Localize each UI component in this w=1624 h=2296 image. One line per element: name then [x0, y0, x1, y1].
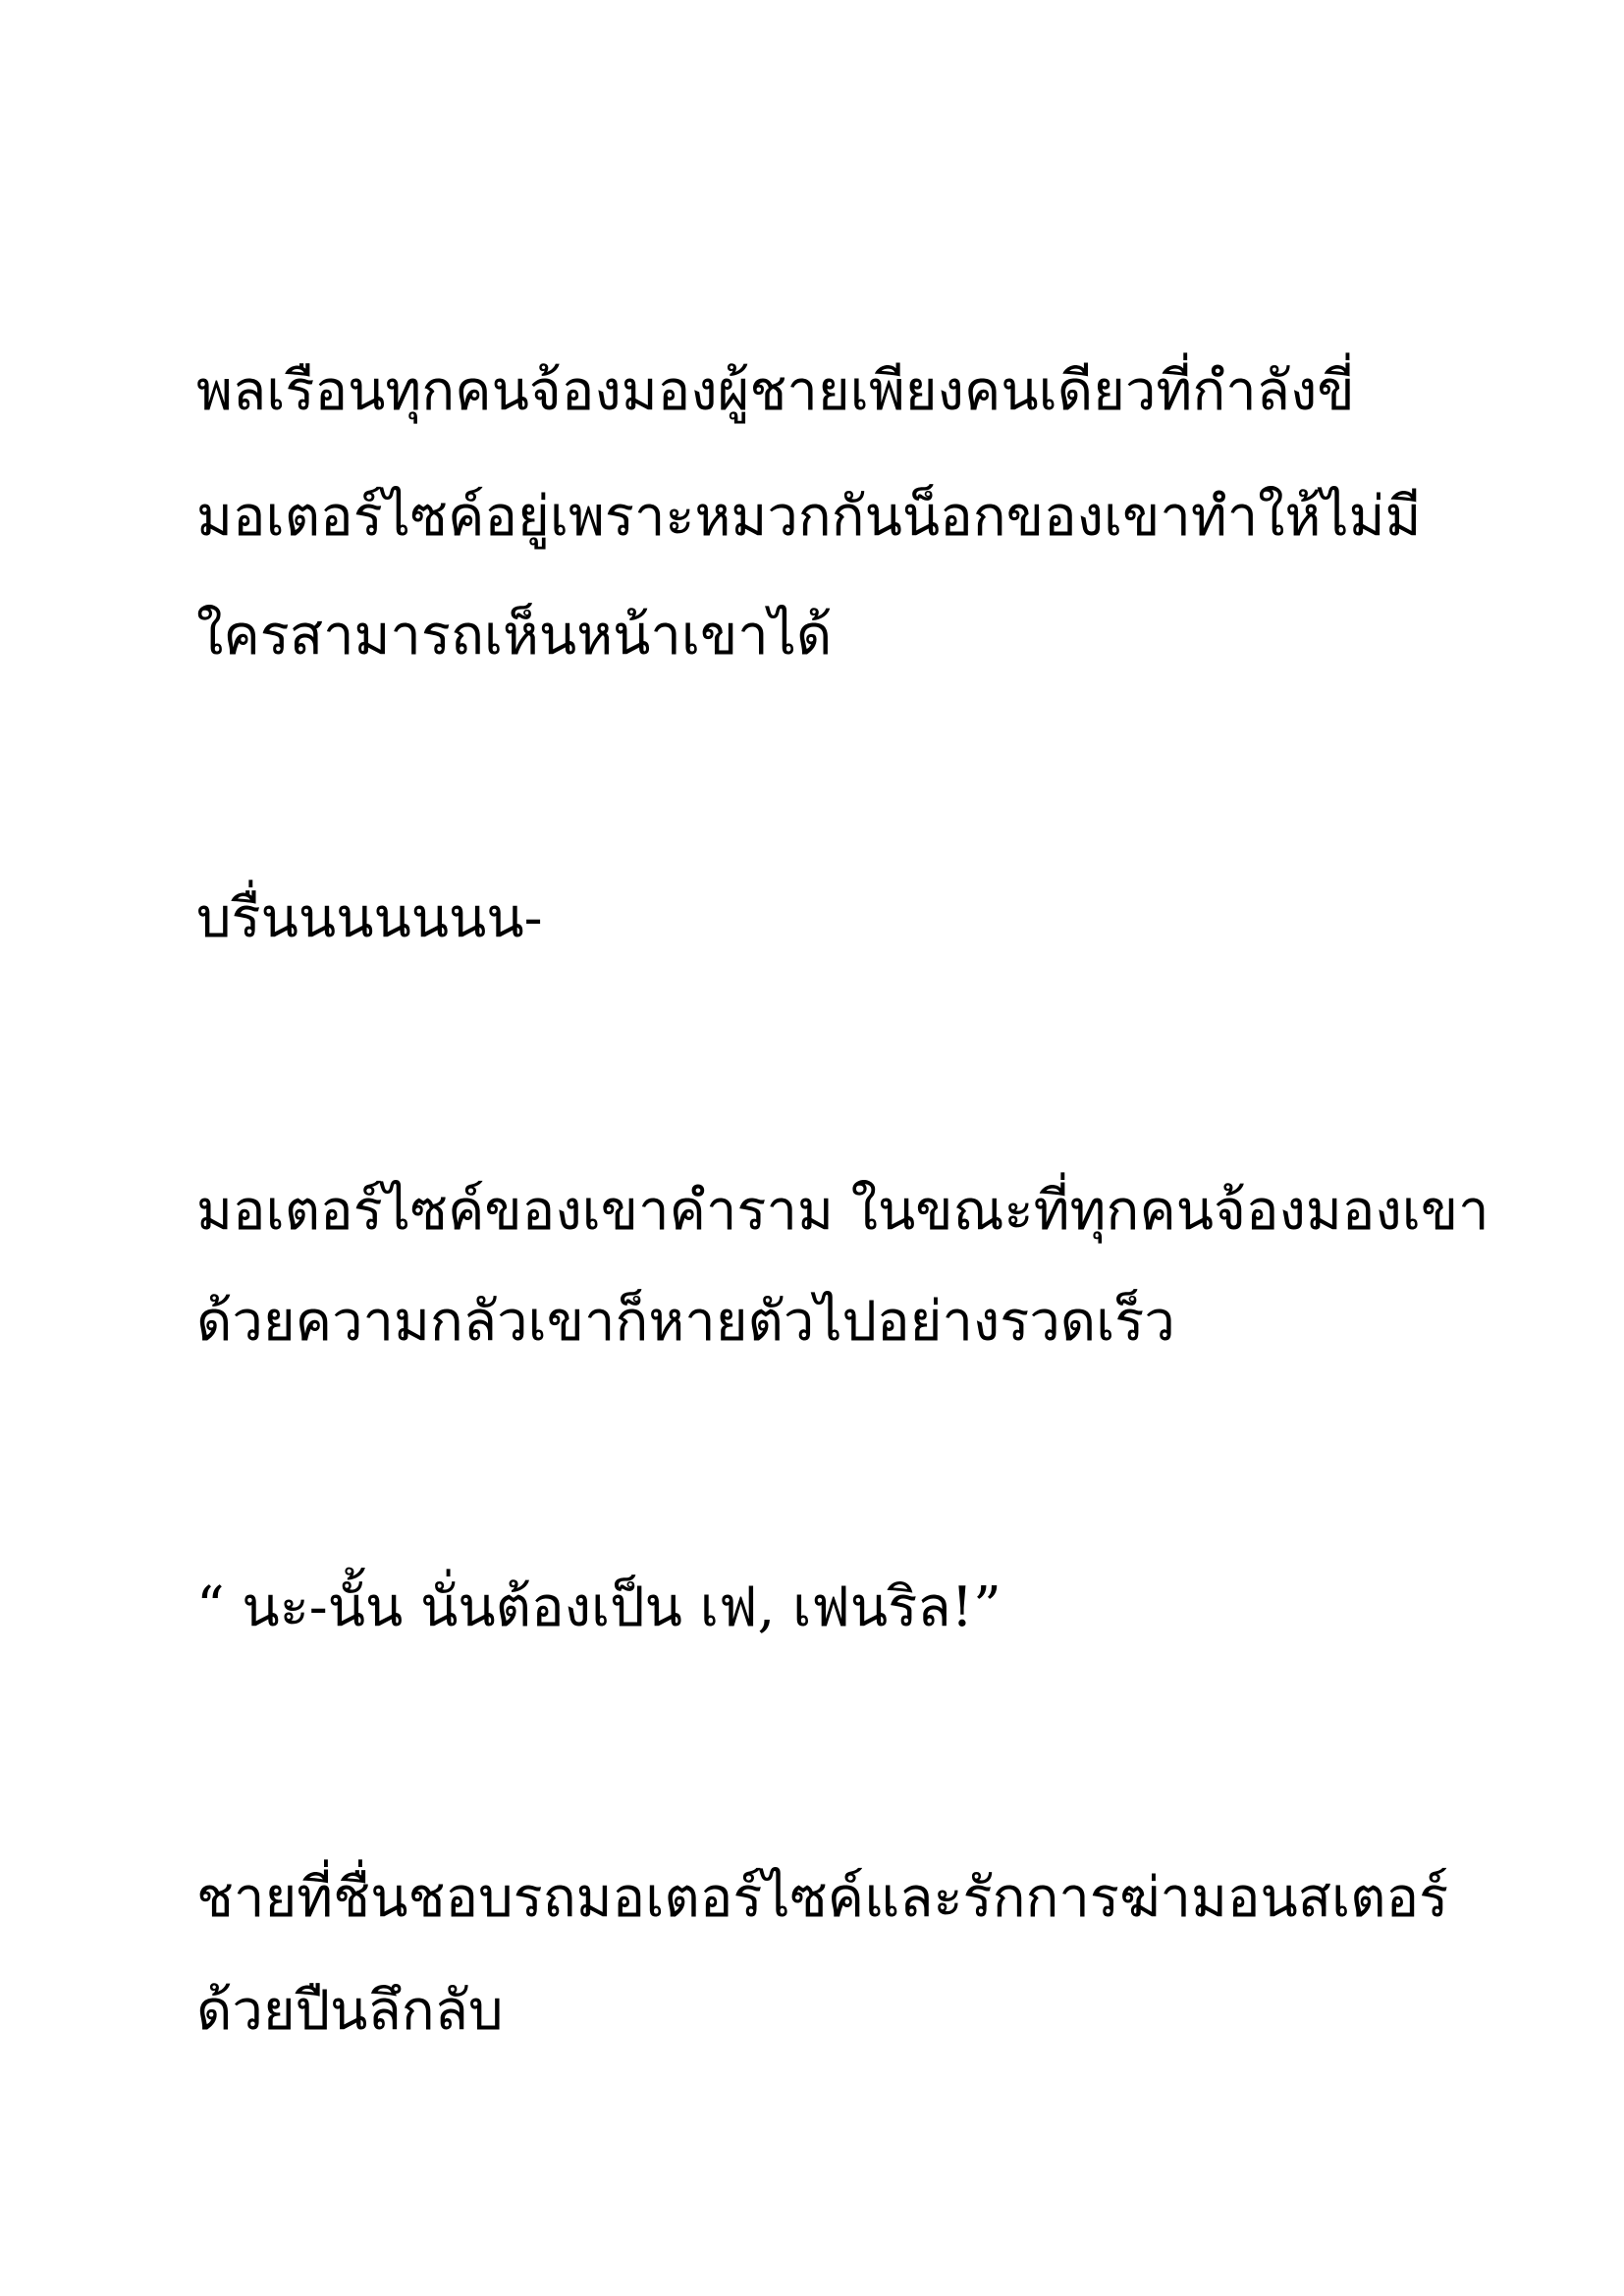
paragraph-1-line-3: ใครสามารถเห็นหน้าเขาได้	[196, 604, 833, 667]
paragraph-5-line-2: ด้วยปืนลึกลับ	[196, 1979, 504, 2043]
paragraph-1-line-1: พลเรือนทุกคนจ้องมองผู้ชายเพียงคนเดียวที่กำลังขี่	[196, 359, 1355, 423]
paragraph-1-line-2: มอเตอร์ไซค์อยู่เพราะหมวกกันน็อกของเขาทำให้ไม่มี	[196, 485, 1422, 549]
paragraph-2-line-1: บรื่นนนนนนน-	[196, 886, 543, 950]
paragraph-3-line-2: ด้วยความกลัวเขาก็หายตัวไปอย่างรวดเร็ว	[196, 1290, 1175, 1354]
paragraph-4-line-1: “ นะ-นั้น นั่นต้องเป็น เฟ, เฟนริล!”	[196, 1575, 1001, 1639]
paragraph-5-line-1: ชายที่ชื่นชอบรถมอเตอร์ไซค์และรักการฆ่ามอนสเตอร์	[196, 1866, 1449, 1930]
paragraph-3-line-1: มอเตอร์ไซค์ของเขาคำราม ในขณะที่ทุกคนจ้องมองเขา	[196, 1179, 1489, 1243]
